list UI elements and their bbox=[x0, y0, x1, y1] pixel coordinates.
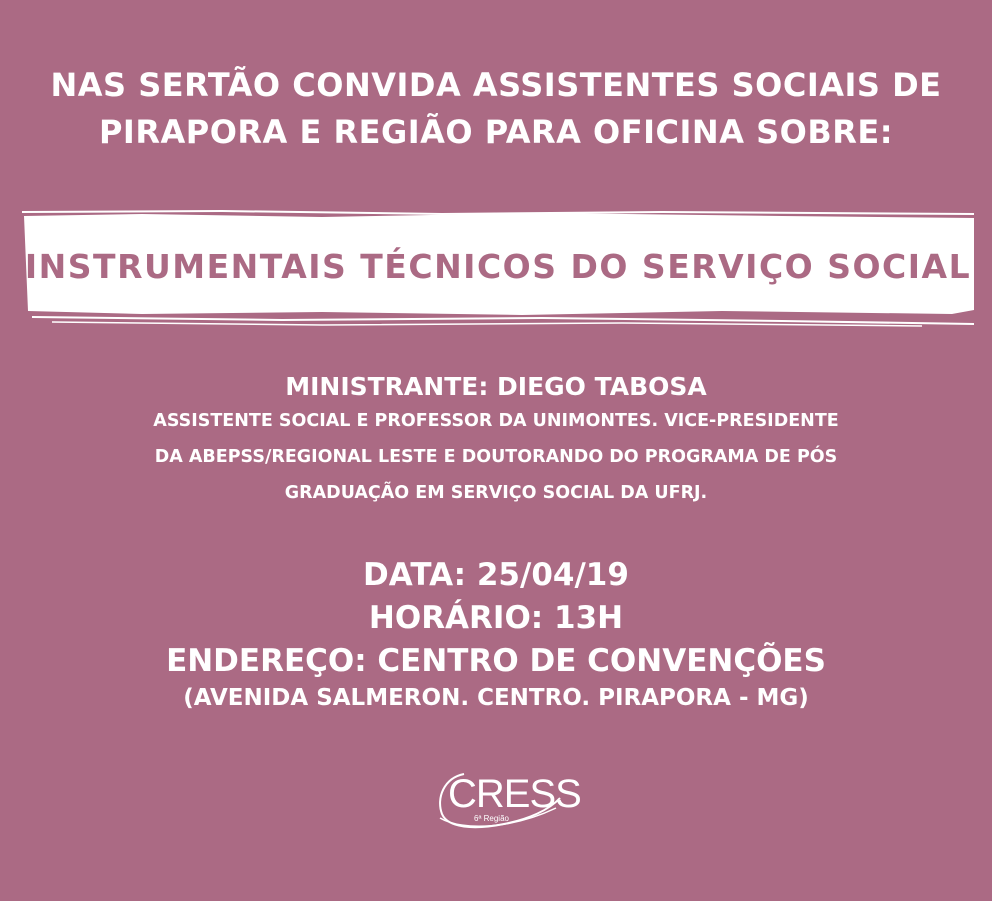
speaker-bio-line-3: GRADUAÇÃO EM SERVIÇO SOCIAL DA UFRJ. bbox=[284, 483, 708, 503]
speaker-bio-line-1: ASSISTENTE SOCIAL E PROFESSOR DA UNIMONTES. VICE-PRESIDENTE bbox=[153, 411, 839, 431]
headline bbox=[0, 62, 992, 156]
logo-text: CRESS bbox=[448, 772, 581, 816]
event-address-note: (AVENIDA SALMERON. CENTRO. PIRAPORA - MG) bbox=[183, 685, 809, 711]
speaker-name: MINISTRANTE: DIEGO TABOSA bbox=[285, 372, 707, 401]
title-banner bbox=[22, 210, 974, 328]
cress-logo-icon bbox=[434, 768, 581, 834]
banner-title: INSTRUMENTAIS TÉCNICOS DO SERVIÇO SOCIAL bbox=[24, 246, 972, 286]
event-address: ENDEREÇO: CENTRO DE CONVENÇÕES bbox=[166, 643, 826, 679]
event-time: HORÁRIO: 13H bbox=[368, 600, 624, 636]
headline-line-1: NAS SERTÃO CONVIDA ASSISTENTES SOCIAIS DE bbox=[50, 66, 942, 104]
speaker-bio bbox=[0, 403, 992, 511]
event-date: DATA: 25/04/19 bbox=[363, 557, 629, 593]
logo-subtitle: 6ª Região bbox=[474, 814, 509, 823]
speaker-section bbox=[0, 369, 992, 511]
headline-line-2: PIRAPORA E REGIÃO PARA OFICINA SOBRE: bbox=[98, 113, 894, 151]
speaker-bio-line-2: DA ABEPSS/REGIONAL LESTE E DOUTORANDO DO PROGRAMA DE PÓS bbox=[154, 447, 838, 467]
event-details bbox=[0, 554, 992, 713]
